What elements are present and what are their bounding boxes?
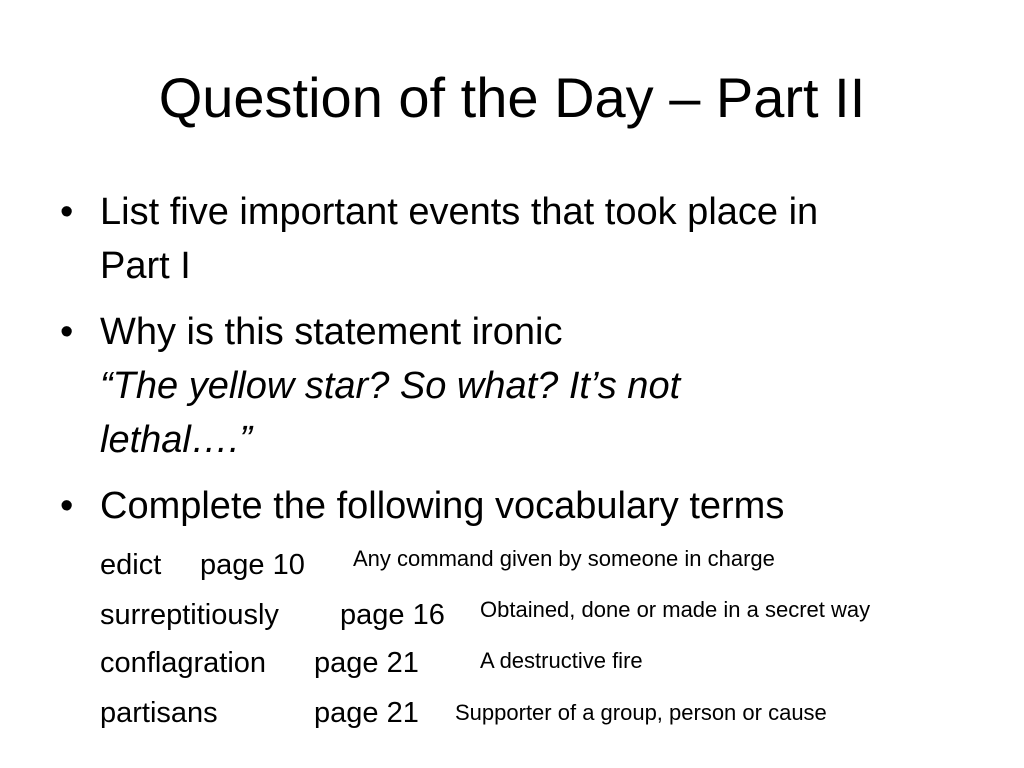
vocab-page: page 16 [340,599,445,631]
slide-title: Question of the Day – Part II [158,66,866,129]
bullet-1-line-2: Part I [100,245,191,287]
vocab-page: page 21 [314,647,419,679]
vocab-definition: Supporter of a group, person or cause [455,700,827,725]
bullet-dot: • [60,311,74,353]
bullet-2-quote-line-1: “The yellow star? So what? It’s not [100,365,681,407]
vocab-page: page 21 [314,697,419,729]
vocab-definition: Any command given by someone in charge [353,546,775,571]
bullet-1-line-1: List five important events that took place in [100,191,819,233]
vocab-term: conflagration [100,647,267,679]
vocab-definition: A destructive fire [480,648,643,673]
vocab-term: surreptitiously [100,599,279,631]
bullet-dot: • [60,191,74,233]
bullet-2-line-1: Why is this statement ironic [100,311,563,353]
bullet-dot: • [60,485,74,527]
vocab-definition: Obtained, done or made in a secret way [480,597,871,622]
vocab-term: edict [100,549,162,581]
vocab-page: page 10 [200,549,305,581]
bullet-3-line-1: Complete the following vocabulary terms [100,485,785,527]
bullet-2-quote-line-2: lethal….” [100,419,253,461]
vocab-term: partisans [100,697,218,729]
